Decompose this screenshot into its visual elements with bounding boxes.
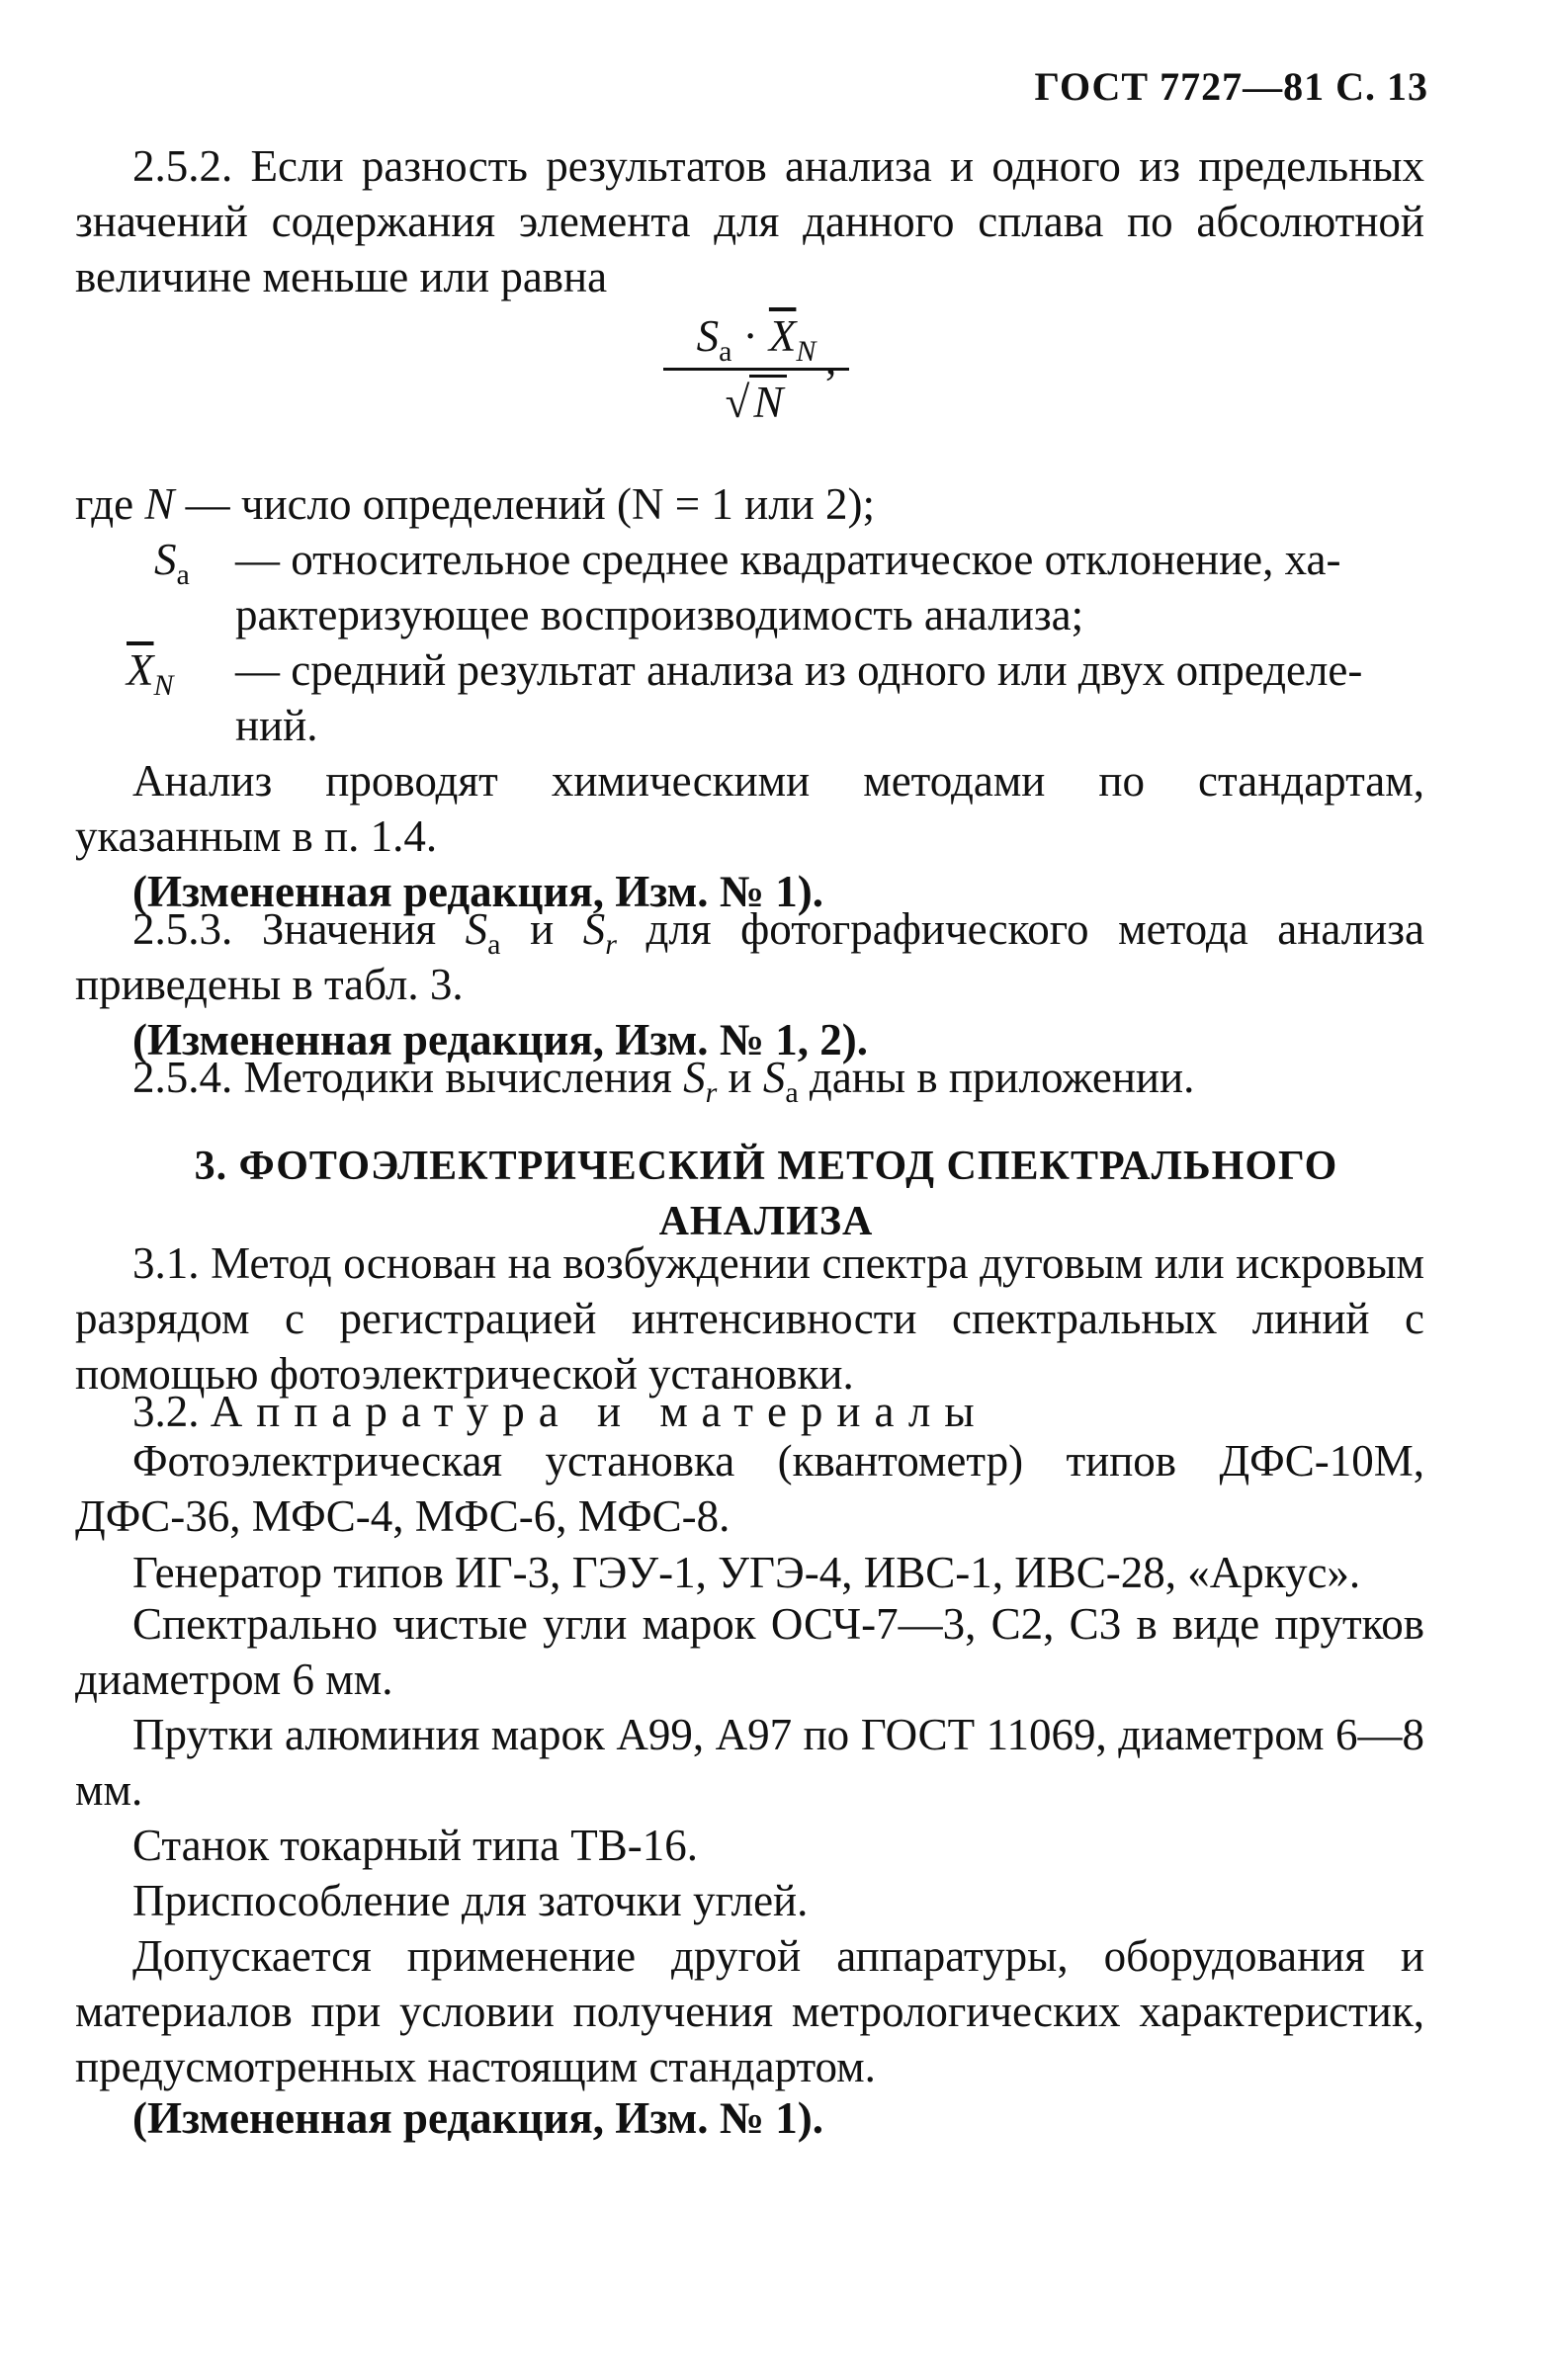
p253-s2: S — [582, 904, 606, 954]
p254-s1: S — [683, 1053, 706, 1102]
definition-xn-symbol: $\overline{X}$ — [127, 645, 154, 695]
formula-n-symbol: N — [749, 375, 787, 427]
definition-lead: где — [75, 479, 134, 529]
paragraph-2-5-3 — [75, 901, 1424, 1012]
definition-sa-text-2: рактеризующее воспроизводимость анализа; — [235, 590, 1084, 639]
paragraph-2-5-4 — [75, 1050, 1424, 1109]
formula-x-subscript: N — [796, 335, 816, 368]
definition-n-symbol: N — [144, 479, 175, 529]
analysis-paragraph: Анализ проводят химическими методами по стандартам, указанным в п. 1.4. — [75, 756, 1424, 861]
definition-xn — [127, 642, 174, 702]
definition-xn-text-1: — средний результат анализа из одного или двух определе- — [235, 645, 1363, 695]
equipment-item: Допускается применение другой аппаратуры, оборудования и материалов при условии получения метрологических характеристик, предусмотренных настоящим стандартом. — [75, 1931, 1424, 2091]
p254-s1-subscript: r — [705, 1076, 718, 1109]
p253-s2-subscript: r — [605, 928, 617, 961]
p253-text-b: для фотографического метода анализа приведены в табл. 3. — [75, 904, 1425, 1009]
p254-text-a: 2.5.4. Методики вычисления — [132, 1053, 672, 1102]
page-header: ГОСТ 7727—81 С. 13 — [1034, 64, 1428, 109]
paragraph-3-2-title — [75, 1384, 1424, 1439]
p253-s1: S — [465, 904, 488, 954]
p253-text-a: 2.5.3. Значения — [132, 904, 437, 954]
equipment-item: Спектрально чистые угли марок ОСЧ-7—3, С2, С3 в виде прутков диаметром 6 мм. — [75, 1599, 1424, 1704]
p254-s2-subscript: а — [785, 1076, 799, 1109]
revision-note-1: (Измененная редакция, Изм. № 1). — [132, 867, 824, 916]
paragraph-3-1: 3.1. Метод основан на возбуждении спектра дуговым или искровым разрядом с регистрацией интенсивности спектральных линий с помощью фотоэлектрической установки. — [75, 1238, 1424, 1399]
equipment-item: Прутки алюминия марок А99, А97 по ГОСТ 11069, диаметром 6—8 мм. — [75, 1710, 1424, 1815]
p254-text-b: даны в приложении. — [809, 1053, 1195, 1102]
equipment-item: Станок токарный типа ТВ-16. — [132, 1821, 698, 1870]
revision-note-3: (Измененная редакция, Изм. № 1). — [132, 2093, 824, 2143]
p32-title: Аппаратура и материалы — [210, 1387, 988, 1436]
sqrt-sign: √ — [725, 378, 750, 427]
definition-xn-text-2: ний. — [235, 701, 318, 750]
formula-s-subscript: а — [719, 335, 732, 368]
formula-x-symbol: $\overline{X}$ — [768, 311, 797, 361]
p253-s1-subscript: а — [487, 928, 501, 961]
definition-xn-subscript: N — [153, 669, 174, 702]
definition-n — [75, 476, 875, 532]
definition-sa-subscript: а — [176, 558, 190, 591]
revision-note-2: (Измененная редакция, Изм. № 1, 2). — [132, 1015, 869, 1064]
equipment-item: Генератор типов ИГ-3, ГЭУ-1, УГЭ-4, ИВС-1, ИВС-28, «Аркус». — [132, 1548, 1361, 1597]
equipment-item: Фотоэлектрическая установка (квантометр) типов ДФС-10М, ДФС-36, МФС-4, МФС-6, МФС-8. — [75, 1436, 1424, 1541]
p253-and: и — [530, 904, 555, 954]
formula-dot: · — [731, 311, 769, 361]
p32-number: 3.2. — [132, 1387, 200, 1436]
p254-s2: S — [762, 1053, 786, 1102]
definition-sa — [154, 532, 190, 591]
p254-and: и — [728, 1053, 752, 1102]
definition-sa-symbol: S — [154, 535, 177, 584]
definition-sa-text-1: — относительное среднее квадратическое отклонение, ха- — [235, 535, 1341, 584]
definition-n-text: — число определений (N = 1 или 2); — [185, 479, 875, 529]
formula-s-symbol: S — [696, 311, 720, 361]
formula-comma: , — [825, 334, 837, 383]
section-heading: 3. ФОТОЭЛЕКТРИЧЕСКИЙ МЕТОД СПЕКТРАЛЬНОГО АНАЛИЗА — [194, 1144, 1338, 1244]
paragraph-2-5-2: 2.5.2. Если разность результатов анализа и одного из предельных значений содержания элемента для данного сплава по абсолютной величине меньше или равна — [75, 141, 1424, 301]
equipment-item: Приспособление для заточки углей. — [132, 1876, 809, 1925]
